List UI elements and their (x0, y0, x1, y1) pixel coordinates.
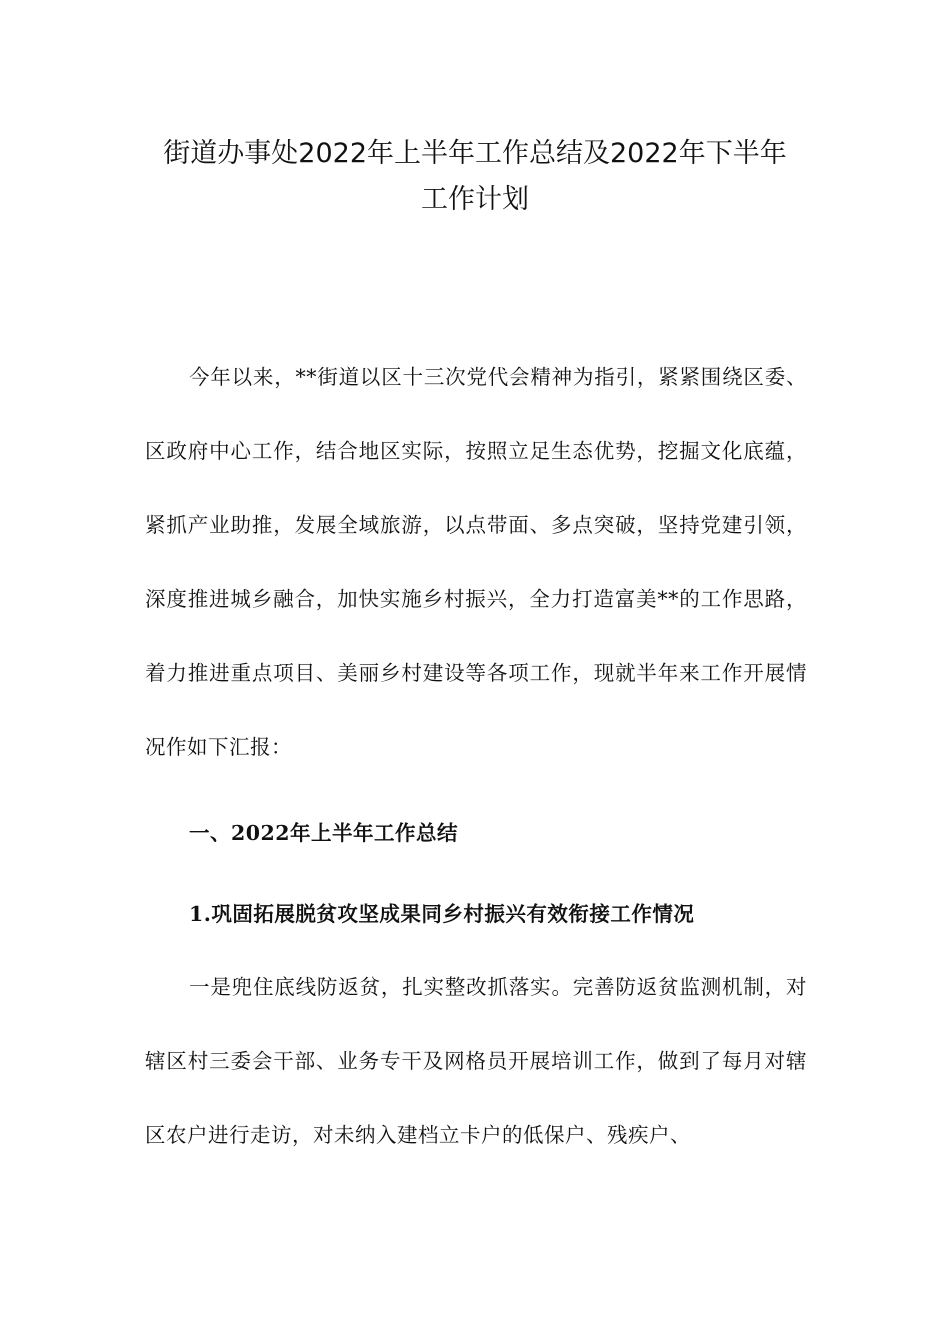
subsection-heading: 1.巩固拓展脱贫攻坚成果同乡村振兴有效衔接工作情况 (189, 902, 695, 926)
document-title-line-1: 街道办事处2022年上半年工作总结及2022年下半年 (163, 138, 787, 169)
document-title-line-2: 工作计划 (421, 184, 529, 215)
section-heading: 一、2022年上半年工作总结 (189, 821, 459, 845)
body-paragraph: 一是兜住底线防返贫，扎实整改抓落实。完善防返贫监测机制，对辖区村三委会干部、业务专干及网格员开展培训工作，做到了每月对辖区农户进行走访，对未纳入建档立卡户的低保户、残疾户、 (145, 975, 807, 1147)
intro-paragraph: 今年以来，**街道以区十三次党代会精神为指引，紧紧围绕区委、区政府中心工作，结合地区实际，按照立足生态优势，挖掘文化底蕴，紧抓产业助推，发展全域旅游，以点带面、多点突破，坚持党建引领，深度推进城乡融合，加快实施乡村振兴，全力打造富美**的工作思路，着力推进重点项目、美丽乡村建设等各项工作，现就半年来工作开展情况作如下汇报： (145, 365, 807, 759)
